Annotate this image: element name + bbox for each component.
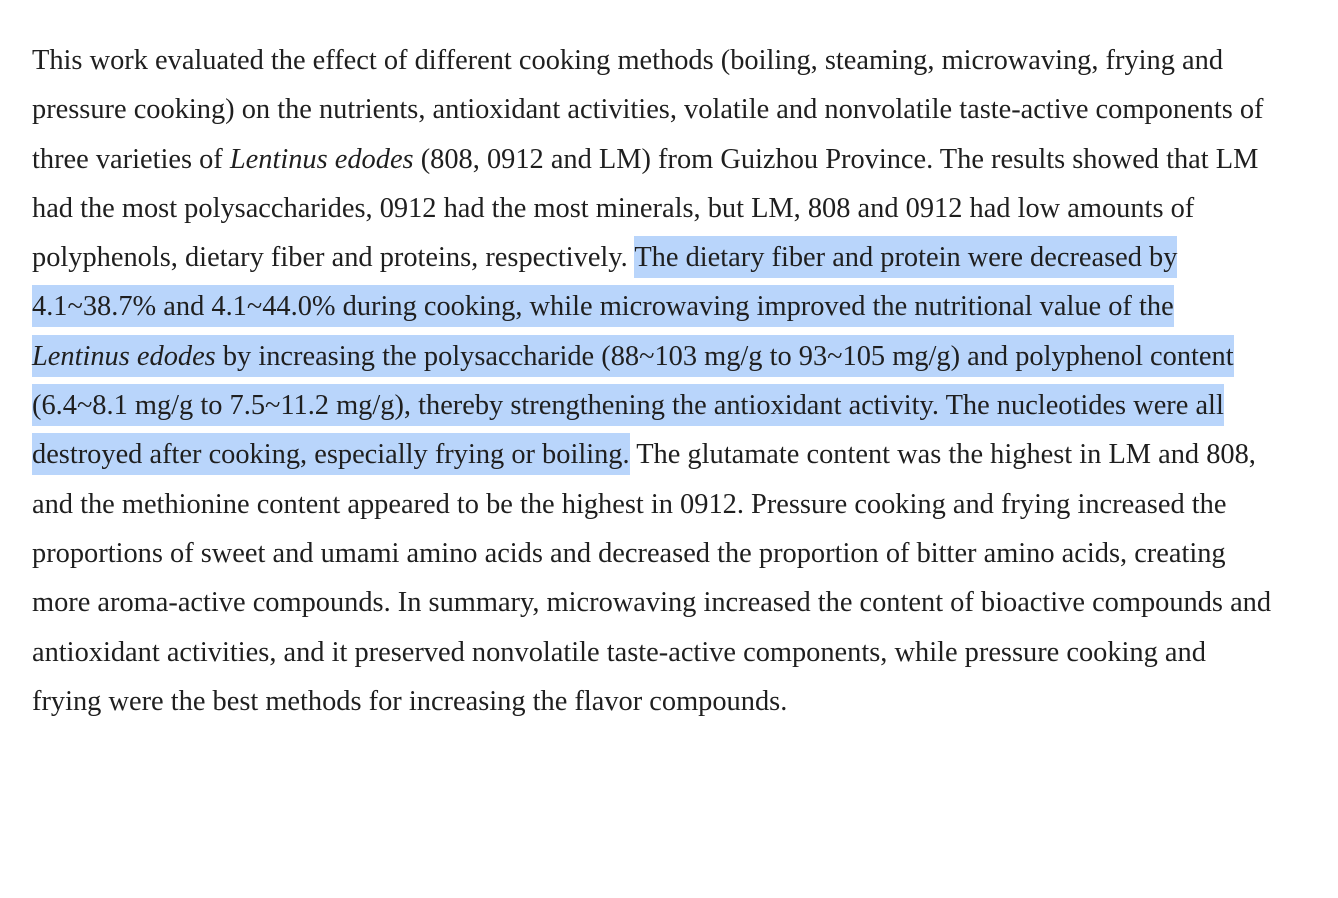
species-name-italic-selected: Lentinus edodes xyxy=(32,340,216,372)
abstract-text-segment: The glutamate content was the highest in LM and 808, and the methionine content appeared to be the highest in 0912. Pressure cooking and frying increased the proportions of sweet and umami amino acids and decreased the proportion of bitter amino acids, creating more aroma-active compounds. In summary, microwaving increased the content of bioactive compounds and antioxidant activities, and it preserved nonvolatile taste-active components, while pressure cooking and frying were the best methods for increasing the flavor compounds. xyxy=(32,439,1272,717)
abstract-paragraph[interactable] xyxy=(32,36,1278,726)
species-name-italic: Lentinus edodes xyxy=(229,143,414,175)
selected-text-segment: The dietary fiber and protein were decreased by 4.1~38.7% and 4.1~44.0% during cooking, while microwaving improved the nutritional value of the xyxy=(32,242,1178,323)
abstract-text-segment: This work evaluated the effect of different cooking methods (boiling, steaming, microwaving, frying and pressure cooking) on the nutrients, antioxidant activities, volatile and nonvolatile taste-active components of three varieties of xyxy=(32,45,1264,175)
selected-text-segment: by increasing the polysaccharide (88~103 mg/g to 93~105 mg/g) and polyphenol content (6.4~8.1 mg/g to 7.5~11.2 mg/g), thereby strengthening the antioxidant activity. The nucleotides were all destroyed after cooking, especially frying or boiling. xyxy=(32,340,1234,471)
abstract-text-segment: (808, 0912 and LM) from Guizhou Province. The results showed that LM had the most polysaccharides, 0912 had the most minerals, but LM, 808 and 0912 had low amounts of polyphenols, dietary fiber and proteins, respectively. xyxy=(32,143,1259,274)
